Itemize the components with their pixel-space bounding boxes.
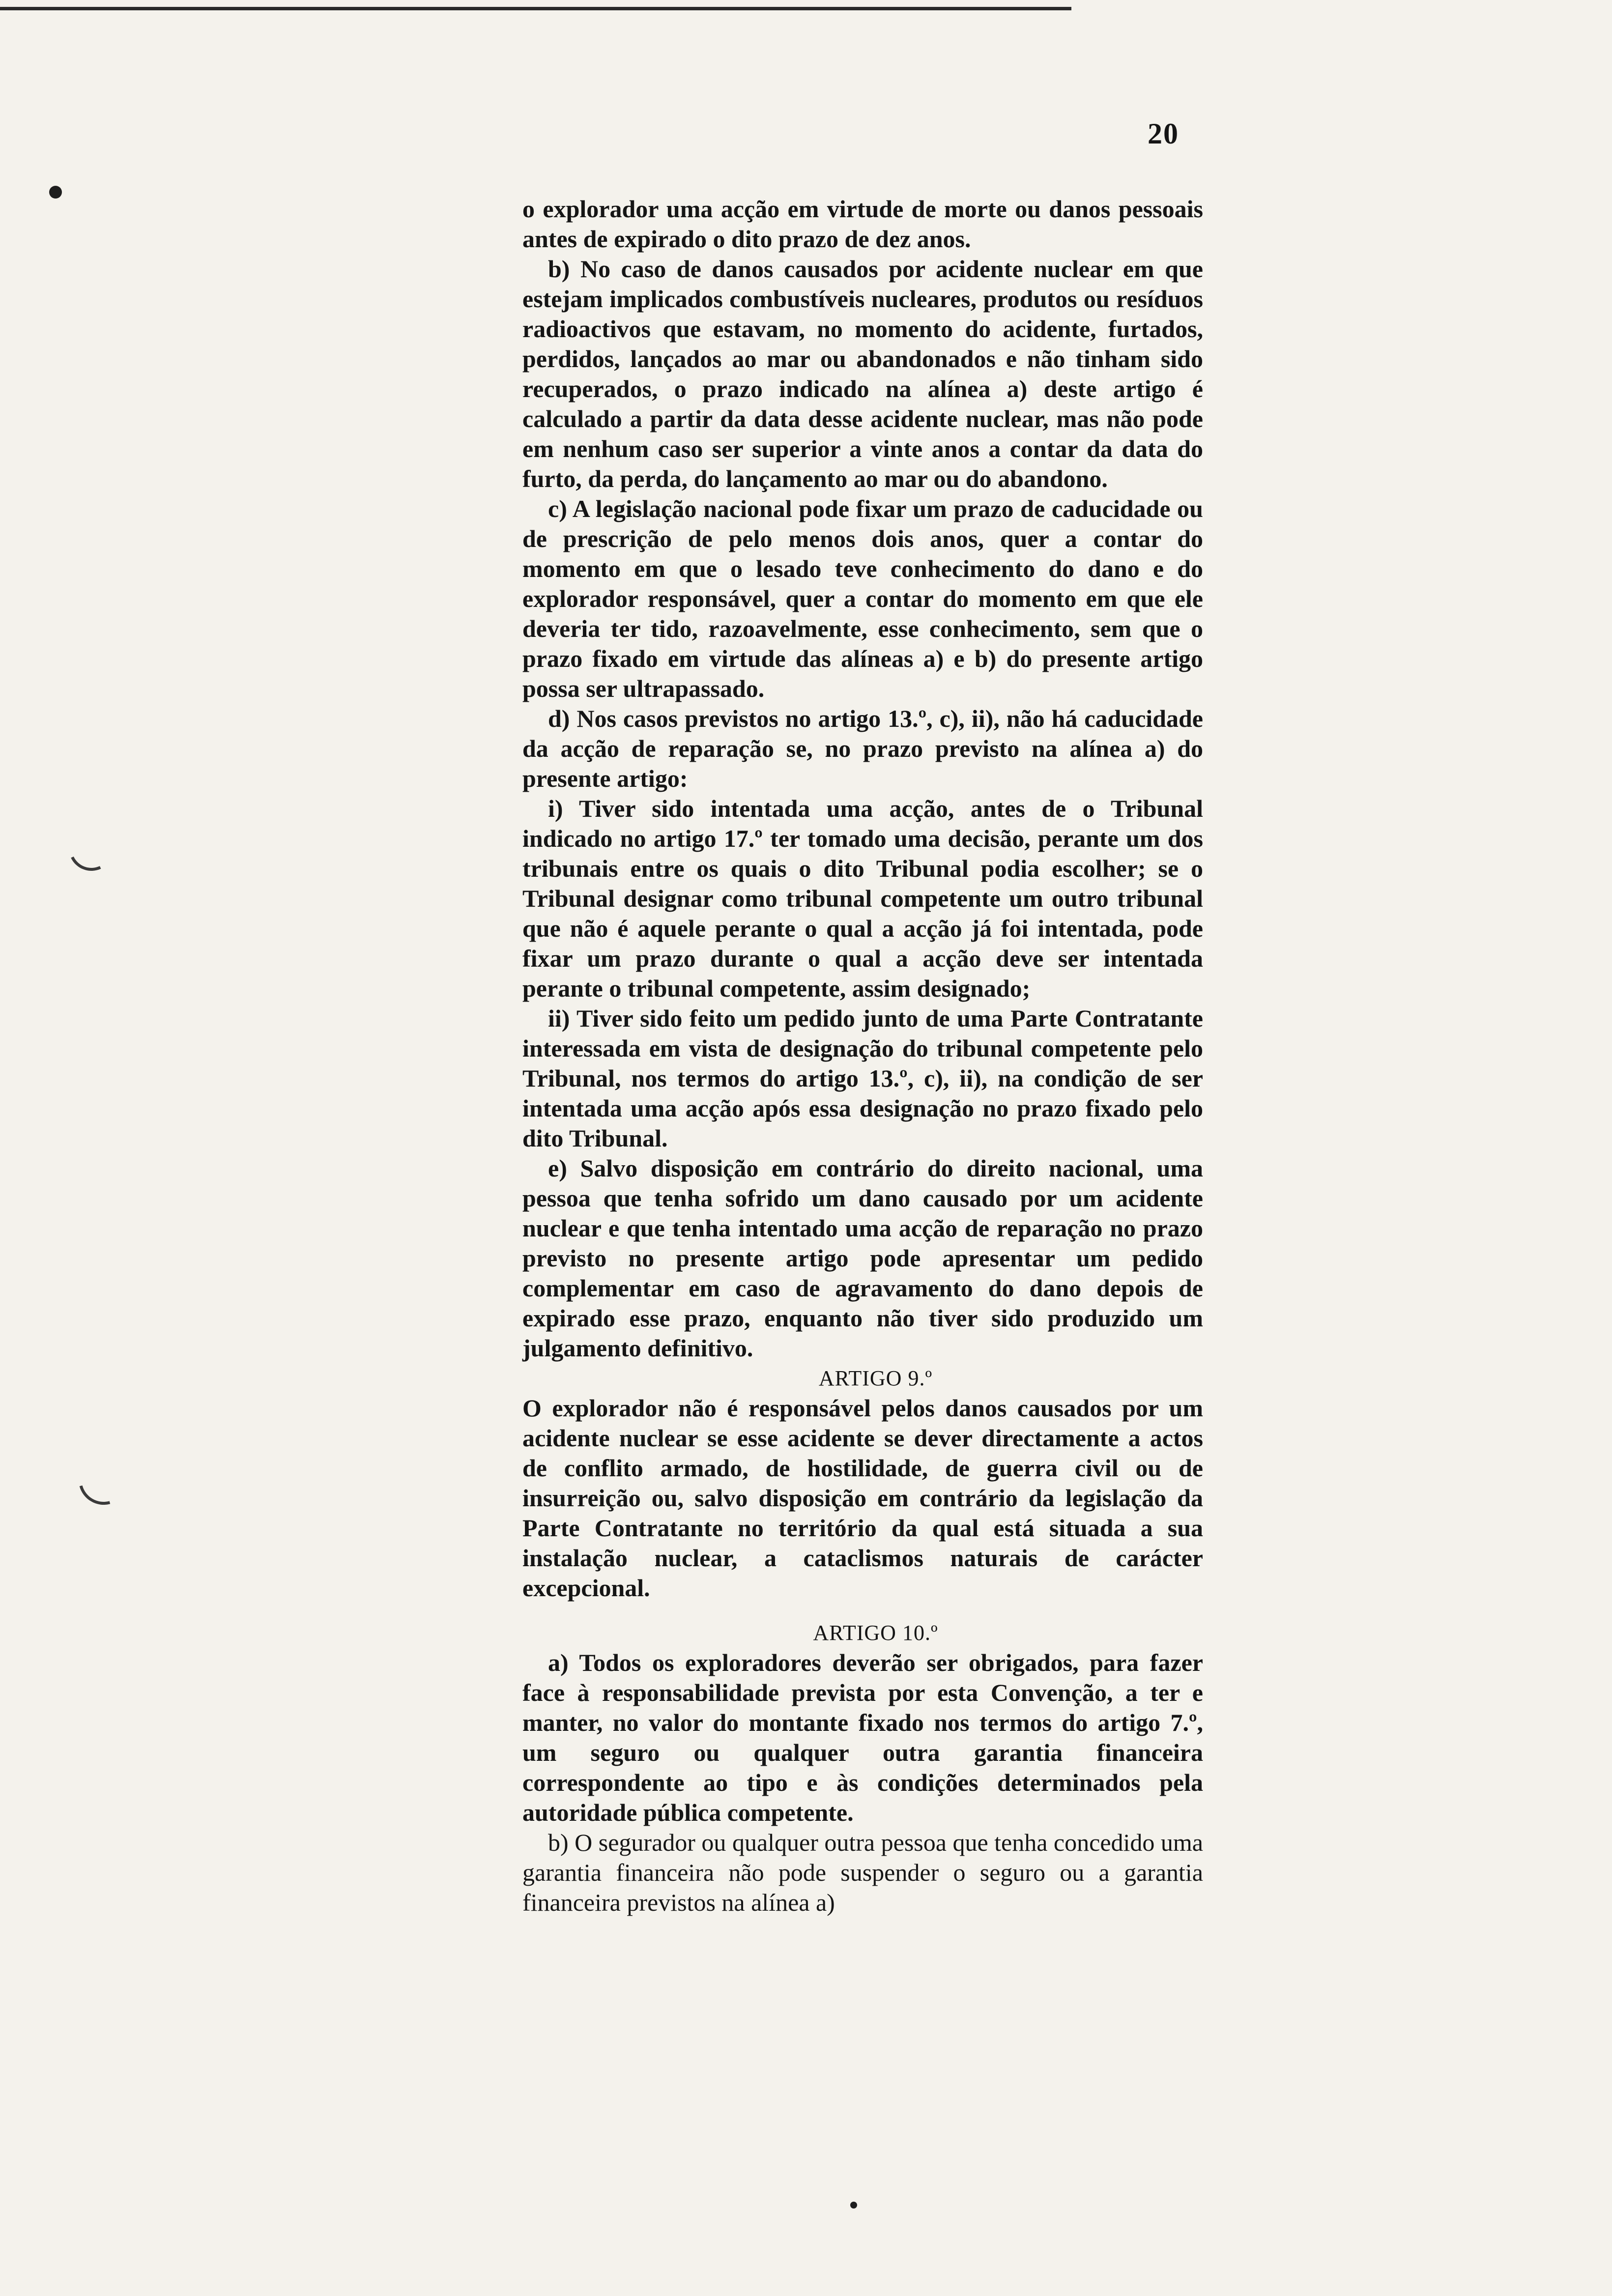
document-body	[522, 194, 1203, 1918]
paragraph: b) No caso de danos causados por acidente nuclear em que estejam implicados combustíveis nucleares, produtos ou resíduos radioactivos que estavam, no momento do acidente, furtados, perdidos, lançados ao mar ou abandonados e não tinham sido recuperados, o prazo indicado na alínea a) deste artigo é calculado a partir da data desse acidente nuclear, mas não pode em nenhum caso ser superior a vinte anos a contar da data do furto, da perda, do lançamento ao mar ou do abandono.	[522, 255, 1203, 492]
paragraph: i) Tiver sido intentada uma acção, antes de o Tribunal indicado no artigo 17.º ter tomado uma decisão, perante um dos tribunais entre os quais o dito Tribunal podia escolher; se o Tribunal designar como tribunal competente um outro tribunal que não é aquele perante o qual a acção já foi intentada, pode fixar um prazo durante o qual a acção deve ser intentada perante o tribunal competente, assim designado;	[522, 795, 1203, 1002]
paragraph: c) A legislação nacional pode fixar um prazo de caducidade ou de prescrição de pelo menos dois anos, quer a contar do momento em que o lesado teve conhecimento do dano e do explorador responsável, quer a contar do momento em que ele deveria ter tido, razoavelmente, esse conhecimento, sem que o prazo fixado em virtude das alíneas a) e b) do presente artigo possa ser ultrapassado.	[522, 495, 1203, 702]
paragraph: b) O segurador ou qualquer outra pessoa que tenha concedido uma garantia financeira não pode suspender o seguro ou a garantia financeira previstos na alínea a)	[522, 1829, 1203, 1916]
article-9-text: O explorador não é responsável pelos danos causados por um acidente nuclear se esse acidente se dever directamente a actos de conflito armado, de hostilidade, de guerra civil ou de insurreição ou, salvo disposição em contrário da legislação da Parte Contratante no território da qual está situada a sua instalação nuclear, a cataclismos naturais de carácter excepcional.	[522, 1394, 1203, 1602]
paragraph: d) Nos casos previstos no artigo 13.º, c), ii), não há caducidade da acção de reparação se, no prazo previsto na alínea a) do presente artigo:	[522, 705, 1203, 792]
binding-mark	[62, 819, 120, 877]
scan-spot	[49, 186, 62, 199]
binding-mark	[69, 1445, 138, 1514]
scan-spot	[850, 2202, 857, 2209]
paragraph: ii) Tiver sido feito um pedido junto de uma Parte Contratante interessada em vista de designação do tribunal competente pelo Tribunal, nos termos do artigo 13.º, c), ii), na condição de ser intentada uma acção após essa designação no prazo fixado pelo dito Tribunal.	[522, 1004, 1203, 1152]
paragraph: a) Todos os exploradores deverão ser obrigados, para fazer face à responsabilidade prevista por esta Convenção, a ter e manter, no valor do montante fixado nos termos do artigo 7.º, um seguro ou qualquer outra garantia financeira correspondente ao tipo e às condições determinados pela autoridade pública competente.	[522, 1649, 1203, 1826]
top-rule	[0, 7, 1071, 10]
article-9-heading: ARTIGO 9.º	[818, 1366, 933, 1390]
page-number: 20	[1148, 117, 1179, 150]
paragraph: o explorador uma acção em virtude de morte ou danos pessoais antes de expirado o dito prazo de dez anos.	[522, 195, 1203, 253]
paragraph: e) Salvo disposição em contrário do direito nacional, uma pessoa que tenha sofrido um dano causado por um acidente nuclear e que tenha intentado uma acção de reparação no prazo previsto no presente artigo pode apresentar um pedido complementar em caso de agravamento do dano depois de expirado esse prazo, enquanto não tiver sido produzido um julgamento definitivo.	[522, 1154, 1203, 1362]
article-10-heading: ARTIGO 10.º	[813, 1621, 938, 1645]
